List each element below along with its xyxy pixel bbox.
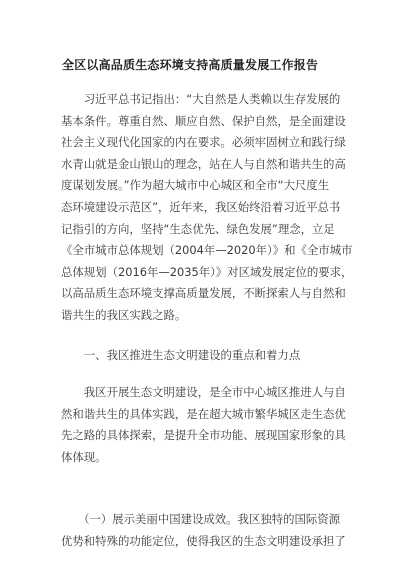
paragraph-line: 水青山就是金山银山的理念，站在人与自然和谐共生的高 xyxy=(61,156,346,171)
document-title: 全区以高品质生态环境支持高质量发展工作报告 xyxy=(62,58,319,72)
section-heading xyxy=(61,345,357,367)
paragraph-line: （一）展示美丽中国建设成效。我区独特的国际资源 xyxy=(61,512,341,526)
paragraph-line: 然和谐共生的具体实践，是在超大城市繁华城区走生态优 xyxy=(61,406,346,421)
paragraph-subsection-1 xyxy=(61,509,357,552)
paragraph-section-1 xyxy=(61,382,357,468)
paragraph-line: 谐共生的我区实践之路。 xyxy=(61,307,187,322)
paragraph-line: 总体规划（2016年—2035年）》对区域发展定位的要求， xyxy=(61,264,353,279)
paragraph-line: 记指引的方向，坚持“生态优先、绿色发展”理念，立足 xyxy=(61,221,335,236)
paragraph-line: 社会主义现代化国家的内在要求。必须牢固树立和践行绿 xyxy=(61,135,346,150)
paragraph-line: 《全市城市总体规划（2004年—2020年）》和《全市城市 xyxy=(61,243,353,258)
section-heading-text: 一、我区推进生态文明建设的重点和着力点 xyxy=(61,348,301,362)
paragraph-line: 体体现。 xyxy=(61,449,107,464)
paragraph-line: 度谋划发展。”作为超大城市中心城区和全市“大尺度生 xyxy=(61,178,330,193)
paragraph-line: 我区开展生态文明建设，是全市中心城区推进人与自 xyxy=(61,385,346,399)
paragraph-line: 态环境建设示范区”，近年来，我区始终沿着习近平总书 xyxy=(61,199,341,214)
paragraph-line: 基本条件。尊重自然、顺应自然、保护自然，是全面建设 xyxy=(61,113,346,128)
paragraph-line: 以高品质生态环境支撑高质量发展，不断探索人与自然和 xyxy=(61,286,346,301)
paragraph-line: 习近平总书记指出：“大自然是人类赖以生存发展的 xyxy=(61,92,341,106)
paragraph-intro xyxy=(61,89,357,327)
paragraph-line: 先之路的具体探索，是提升全市功能、展现国家形象的具 xyxy=(61,428,346,443)
paragraph-line: 优势和特殊的功能定位，使得我区的生态文明建设承担了 xyxy=(61,533,346,548)
